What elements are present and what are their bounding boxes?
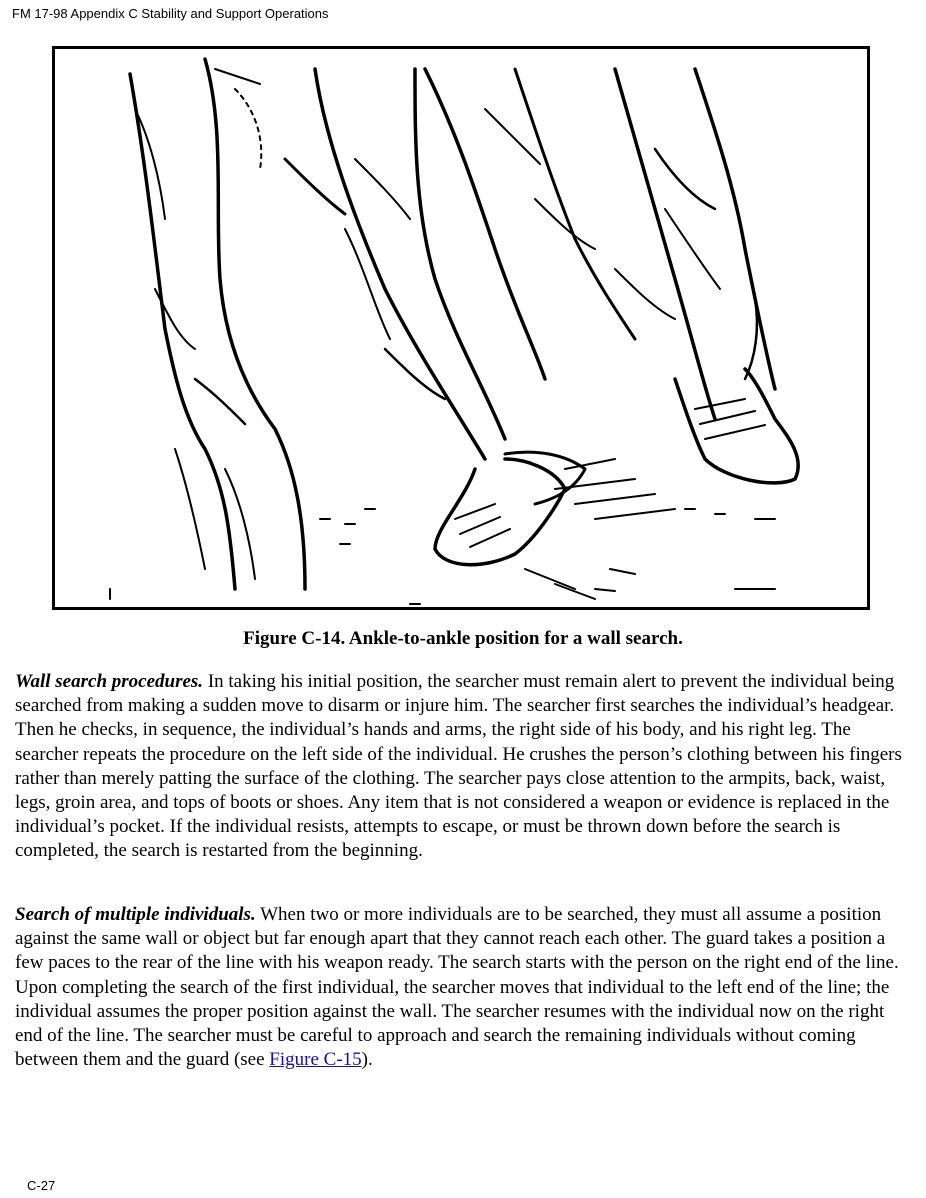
figure-c14-illustration — [52, 46, 870, 610]
figure-caption: Figure C-14. Ankle-to-ankle position for a wall search. — [243, 628, 683, 649]
paragraph-wall-search — [15, 670, 915, 864]
ankle-to-ankle-drawing — [55, 49, 867, 607]
paragraph-lead: Search of multiple individuals. — [15, 904, 256, 925]
paragraph-tail: ). — [361, 1049, 373, 1071]
paragraph-multiple-individuals — [15, 903, 915, 1072]
page-number: C-27 — [27, 1178, 56, 1193]
paragraph-body: In taking his initial position, the searcher must remain alert to prevent the individual being searched from making a sudden move to disarm or injure him. The searcher first searches the individual’s headgear. Then he checks, in sequence, the individual’s hands and arms, the right side of his body, and his right leg. The searcher repeats the procedure on the left side of the individual. He crushes the person’s clothing between his fingers rather than merely patting the surface of the clothing. The searcher pays close attention to the armpits, back, waist, legs, groin area, and tops of boots or shoes. Any item that is not considered a weapon or evidence is replaced in the individual’s pocket. If the individual resists, attempts to escape, or must be thrown down before the search is completed, the search is restarted from the beginning. — [15, 671, 902, 862]
running-head: FM 17-98 Appendix C Stability and Support Operations — [12, 6, 329, 21]
figure-c15-link[interactable]: Figure C-15 — [269, 1049, 362, 1071]
paragraph-lead: Wall search procedures. — [15, 671, 204, 692]
paragraph-body: When two or more individuals are to be searched, they must all assume a position against the same wall or object but far enough apart that they cannot reach each other. The guard takes a position a few paces to the rear of the line with his weapon ready. The search starts with the person on the right end of the line. Upon completing the search of the first individual, the searcher moves that individual to the left end of the line; the individual assumes the proper position against the wall. The searcher resumes with the individual now on the right end of the line. The searcher must be careful to approach and search the remaining individuals without coming between them and the guard (see — [15, 904, 899, 1071]
